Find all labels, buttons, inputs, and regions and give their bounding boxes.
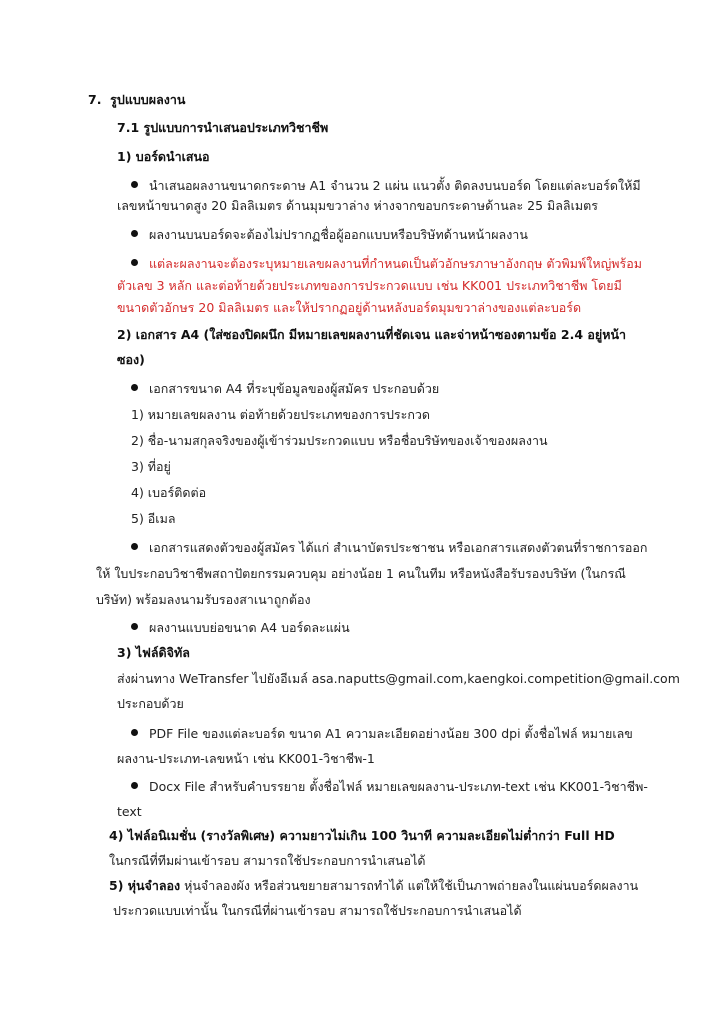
item3-bullet2 [131, 777, 648, 797]
item1-bullet1 [131, 176, 641, 196]
item3-bullet2-cont: text [117, 804, 142, 819]
bullet-icon [131, 181, 138, 188]
item2-heading: 2) เอกสาร A4 (ใส่ซองปิดผนึก มีหมายเลขผลงานที่ชัดเจน และจ่าหน้าซองตามข้อ 2.4 อยู่หน้า [117, 327, 627, 342]
item4-text: ในกรณีที่ทีมผ่านเข้ารอบ สามารถใช้ประกอบการนำเสนอได้ [109, 853, 426, 868]
item3-intro-cont: ประกอบด้วย [117, 696, 184, 711]
item5-text: หุ่นจำลองผัง หรือส่วนขยายสามารถทำได้ แต่ให้ใช้เป็นภาพถ่ายลงในแผ่นบอร์ดผลงาน [180, 878, 639, 893]
bullet-text: แต่ละผลงานจะต้องระบุหมายเลขผลงานที่กำหนดเป็นตัวอักษรภาษาอังกฤษ ตัวพิมพ์ใหญ่พร้อม [149, 256, 642, 271]
numbered-item: 1) หมายเลขผลงาน ต่อท้ายด้วยประเภทของการประกวด [131, 407, 431, 422]
bullet-text: เอกสารขนาด A4 ที่ระบุข้อมูลของผู้สมัคร ประกอบด้วย [149, 381, 440, 396]
bullet-text: นำเสนอผลงานขนาดกระดาษ A1 จำนวน 2 แผ่น แนวตั้ง ติดลงบนบอร์ด โดยแต่ละบอร์ดให้มี [149, 178, 641, 193]
item3-heading: 3) ไฟล์ดิจิทัล [117, 645, 190, 660]
bullet-icon [131, 543, 138, 550]
item2-bullet3 [131, 618, 350, 638]
bullet-icon [131, 230, 138, 237]
bullet-text: ผลงานบนบอร์ดจะต้องไม่ปรากฏชื่อผู้ออกแบบหรือบริษัทด้านหน้าผลงาน [149, 227, 528, 242]
item1-bullet1-cont: เลขหน้าขนาดสูง 20 มิลลิเมตร ด้านมุมขวาล่าง ห่างจากขอบกระดาษด้านละ 25 มิลลิเมตร [117, 198, 598, 213]
bullet-text: เอกสารแสดงตัวของผู้สมัคร ได้แก่ สำเนาบัตรประชาชน หรือเอกสารแสดงตัวตนที่ราชการออก [149, 540, 648, 555]
bullet-text: Docx File สำหรับคำบรรยาย ตั้งชื่อไฟล์ หมายเลขผลงาน-ประเภท-text เช่น KK001-วิชาชีพ- [149, 779, 648, 794]
bullet-text: PDF File ของแต่ละบอร์ด ขนาด A1 ความละเอียดอย่างน้อย 300 dpi ตั้งชื่อไฟล์ หมายเลข [149, 726, 633, 741]
item2-heading-cont: ซอง) [117, 352, 145, 367]
bullet-text: ผลงานแบบย่อขนาด A4 บอร์ดละแผ่น [149, 620, 350, 635]
item1-bullet3 [131, 254, 642, 274]
item1-bullet2 [131, 225, 528, 245]
item5-heading: 5) หุ่นจำลอง [109, 878, 181, 893]
item4-heading: 4) ไฟล์อนิเมชั่น (รางวัลพิเศษ) ความยาวไม่เกิน 100 วินาที ความละเอียดไม่ต่ำกว่า Full HD [109, 828, 615, 843]
section-heading [88, 90, 185, 110]
numbered-item: 5) อีเมล [131, 511, 176, 526]
bullet-icon [131, 782, 138, 789]
item1-bullet3-cont1: ตัวเลข 3 หลัก และต่อท้ายด้วยประเภทของการประกวดแบบ เช่น KK001 ประเภทวิชาชีพ โดยมี [117, 278, 622, 293]
item5-line1 [109, 876, 638, 896]
item3-bullet1 [131, 724, 633, 744]
item5-line2: ประกวดแบบเท่านั้น ในกรณีที่ผ่านเข้ารอบ สามารถใช้ประกอบการนำเสนอได้ [113, 903, 522, 918]
item1-heading: 1) บอร์ดนำเสนอ [117, 149, 210, 164]
item2-bullet2-cont1: ให้ ใบประกอบวิชาชีพสถาปัตยกรรมควบคุม อย่างน้อย 1 คนในทีม หรือหนังสือรับรองบริษัท (ในกรณี [96, 566, 626, 581]
item2-bullet2-cont2: บริษัท) พร้อมลงนามรับรองสาเนาถูกต้อง [96, 592, 311, 607]
bullet-icon [131, 623, 138, 630]
bullet-icon [131, 384, 138, 391]
numbered-item: 3) ที่อยู่ [131, 459, 171, 474]
bullet-icon [131, 729, 138, 736]
section-title: รูปแบบผลงาน [110, 92, 186, 107]
item2-bullet2 [131, 538, 648, 558]
subsection-heading: 7.1 รูปแบบการนำเสนอประเภทวิชาชีพ [117, 120, 329, 135]
item1-bullet3-cont2: ขนาดตัวอักษร 20 มิลลิเมตร และให้ปรากฏอยู่ด้านหลังบอร์ดมุมขวาล่างของแต่ละบอร์ด [117, 300, 582, 315]
item2-bullet1 [131, 379, 439, 399]
item3-bullet1-cont: ผลงาน-ประเภท-เลขหน้า เช่น KK001-วิชาชีพ-1 [117, 751, 375, 766]
item3-intro: ส่งผ่านทาง WeTransfer ไปยังอีเมล์ asa.naputts@gmail.com,kaengkoi.competition@gmail.com [117, 671, 680, 686]
bullet-icon [131, 259, 138, 266]
section-number: 7. [88, 92, 102, 107]
numbered-item: 2) ชื่อ-นามสกุลจริงของผู้เข้าร่วมประกวดแบบ หรือชื่อบริษัทของเจ้าของผลงาน [131, 433, 548, 448]
numbered-item: 4) เบอร์ติดต่อ [131, 485, 207, 500]
